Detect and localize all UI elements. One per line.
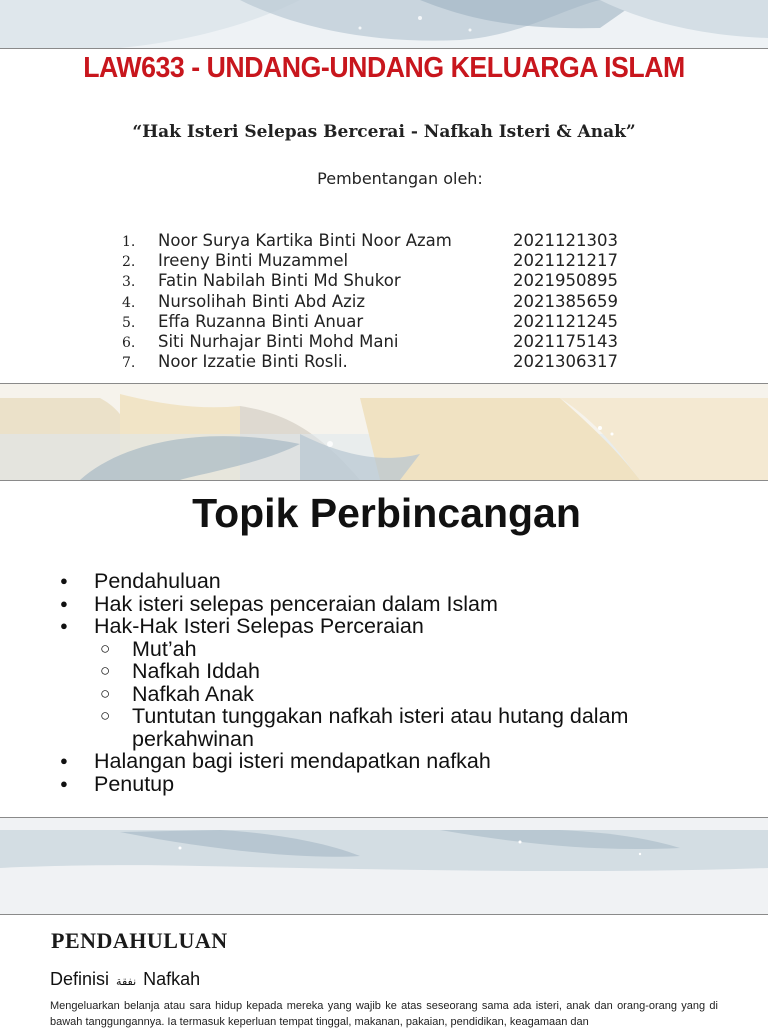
member-row	[122, 251, 682, 271]
course-title: LAW633 - UNDANG-UNDANG KELUARGA ISLAM	[83, 52, 685, 84]
member-number: 1.	[122, 234, 136, 250]
topic-text: Halangan bagi isteri mendapatkan nafkah	[94, 749, 491, 773]
member-number: 6.	[122, 334, 136, 351]
member-id: 2021175143	[513, 331, 618, 351]
divider	[0, 48, 768, 49]
topic-item	[60, 593, 740, 616]
member-row	[122, 312, 682, 332]
bullet-icon: ●	[60, 595, 68, 611]
circle-bullet-icon: ○	[100, 638, 111, 658]
topic-item	[60, 773, 740, 796]
slide-title: Topik Perbincangan	[192, 490, 581, 536]
member-number: 5.	[122, 314, 136, 331]
subtopic-text: Nafkah Iddah	[132, 659, 260, 683]
divider	[0, 383, 768, 384]
member-name: Ireeny Binti Muzammel	[158, 251, 349, 271]
definition-word: Nafkah	[143, 969, 201, 989]
member-name: Noor Izzatie Binti Rosli.	[158, 352, 348, 372]
topic-item	[60, 570, 740, 593]
member-row	[122, 231, 682, 251]
member-row	[122, 332, 682, 352]
circle-bullet-icon: ○	[100, 706, 111, 725]
member-id: 2021385659	[513, 291, 618, 311]
bullet-icon: ●	[60, 618, 68, 633]
presented-by-label: Pembentangan oleh:	[317, 169, 483, 188]
member-name: Nursolihah Binti Abd Aziz	[158, 291, 366, 311]
member-id: 2021121303	[513, 231, 618, 250]
definition-heading	[50, 969, 200, 990]
title-slide	[0, 48, 768, 384]
member-row	[122, 271, 682, 291]
decorative-banner-top	[0, 0, 768, 48]
circle-bullet-icon: ○	[100, 661, 111, 680]
member-id: 2021121217	[513, 251, 618, 271]
section-title: PENDAHULUAN	[51, 928, 228, 953]
member-list	[122, 231, 682, 372]
circle-bullet-icon: ○	[100, 683, 111, 703]
introduction-slide	[0, 914, 768, 1028]
decorative-banner-lower	[0, 818, 768, 914]
divider	[0, 480, 768, 481]
definition-prefix: Definisi	[50, 969, 110, 989]
member-id: 2021121245	[513, 311, 618, 331]
member-name: Fatin Nabilah Binti Md Shukor	[158, 271, 401, 291]
member-row	[122, 292, 682, 312]
member-id: 2021306317	[513, 352, 618, 372]
member-name: Noor Surya Kartika Binti Noor Azam	[158, 231, 452, 250]
member-name: Siti Nurhajar Binti Mohd Mani	[158, 331, 399, 351]
member-number: 3.	[122, 274, 136, 291]
member-row	[122, 352, 682, 372]
bullet-icon: ●	[60, 775, 68, 791]
subtopic-item	[60, 660, 740, 683]
topic-text: Hak isteri selepas penceraian dalam Islam	[94, 591, 498, 616]
topic-text: Pendahuluan	[94, 569, 221, 593]
member-number: 4.	[122, 294, 136, 311]
topic-text: Hak-Hak Isteri Selepas Perceraian	[94, 614, 424, 638]
topic-text: Penutup	[94, 771, 175, 796]
definition-body: Mengeluarkan belanja atau sara hidup kepada mereka yang wajib ke atas seseorang sama ada isteri, anak dan orang-orang yang di bawah tanggungannya. Ia termasuk keperluan tempat tinggal, makanan, pakaian, pendidikan, keagamaan dan	[50, 1000, 718, 1028]
topics-slide	[0, 480, 768, 818]
divider	[0, 914, 768, 915]
divider	[0, 817, 768, 818]
bullet-icon: ●	[60, 753, 68, 768]
definition-arabic: نفقة	[116, 976, 137, 988]
subtopic-item	[60, 683, 740, 706]
subtopic-text: Mut’ah	[132, 636, 197, 661]
member-name: Effa Ruzanna Binti Anuar	[158, 311, 364, 331]
subtopic-text: Nafkah Anak	[132, 681, 254, 706]
subtopic-text: Tuntutan tunggakan nafkah isteri atau hutang dalam perkahwinan	[132, 704, 629, 751]
presentation-subtitle: “Hak Isteri Selepas Bercerai - Nafkah Isteri & Anak”	[132, 122, 636, 142]
bullet-icon: ●	[60, 573, 68, 588]
topic-list	[60, 570, 740, 795]
member-number: 2.	[122, 254, 136, 271]
subtopic-item	[60, 638, 740, 661]
member-id: 2021950895	[513, 271, 618, 291]
member-number: 7.	[122, 355, 136, 372]
topic-item	[60, 750, 740, 773]
topic-item	[60, 615, 740, 638]
subtopic-item	[60, 705, 740, 750]
decorative-banner-middle	[0, 384, 768, 480]
